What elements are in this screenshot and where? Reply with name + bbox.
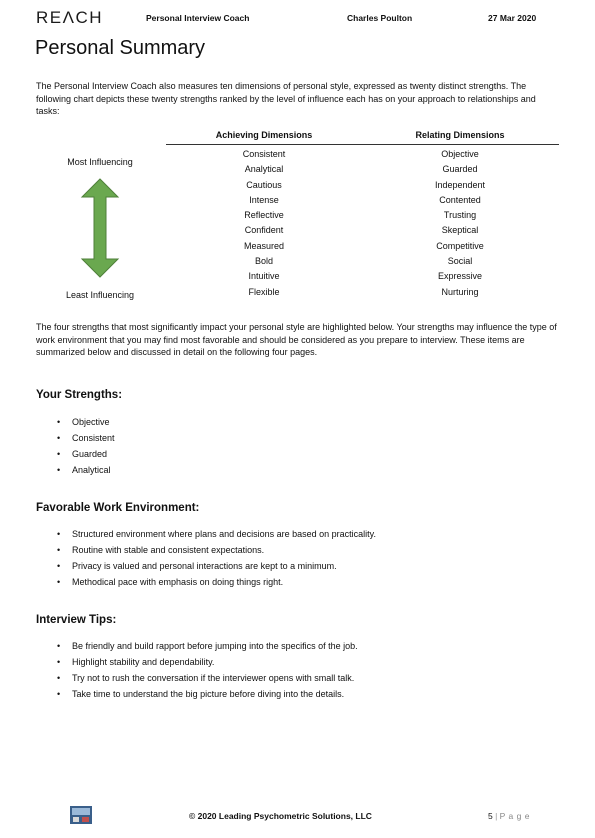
footer-page [488,811,530,821]
report-name: Personal Interview Coach [146,13,250,23]
bullet-icon: • [57,689,61,699]
list-item-text: Guarded [72,449,108,459]
list-item-text: Try not to rush the conversation if the interviewer opens with small talk. [72,673,355,683]
achieving-item: Consistent [242,149,286,159]
list-item-text: Take time to understand the big picture before diving into the details. [72,689,345,699]
list-item [36,526,376,542]
summary-paragraph: The four strengths that most significantly impact your personal style are highlighted below. Your strengths may influence the type of work environment that you may find most favorable and should be considered as you prepare to interview. These items are summarized below and discussed in detail on the following four pages. [36,322,557,357]
bullet-icon: • [57,545,61,555]
logo: REΛCH [36,8,104,27]
page-number: 5 [488,811,493,821]
environment-list [36,526,376,590]
bullet-icon: • [57,673,61,683]
bullet-icon: • [57,465,61,475]
bullet-icon: • [57,449,61,459]
list-item-text: Routine with stable and consistent expectations. [72,545,265,555]
tips-list [36,638,358,702]
footer-copyright: © 2020 Leading Psychometric Solutions, LLC [189,811,372,821]
achieving-item: Intense [249,194,279,205]
achieving-item: Bold [254,256,273,267]
footer-logo-icon [70,805,92,825]
relating-item: Skeptical [441,225,479,236]
list-item [36,462,115,478]
bullet-icon: • [57,433,61,443]
list-item-text: Privacy is valued and personal interactions are kept to a minimum. [72,561,337,571]
achieving-item: Cautious [246,179,282,190]
achieving-list [166,147,362,300]
list-item [36,686,358,702]
list-item [36,446,115,462]
list-item [36,574,376,590]
double-arrow-icon [80,178,120,278]
list-item-text: Be friendly and build rapport before jumping into the specifics of the job. [72,641,358,651]
list-item [36,414,115,430]
list-item [36,654,358,670]
bullet-icon: • [57,561,61,571]
achieving-item: Flexible [248,286,280,297]
report-date: 27 Mar 2020 [488,13,537,23]
list-item-text: Methodical pace with emphasis on doing things right. [72,577,284,587]
most-influencing-label: Most Influencing [67,157,133,167]
bullet-icon: • [57,657,61,667]
intro-paragraph: The Personal Interview Coach also measures ten dimensions of personal style, expressed as twenty distinct strengths. The following chart depicts these twenty strengths ranked by the level of influence each has on your approach to relationships and tasks: [36,81,536,116]
page-title: Personal Summary [35,37,206,59]
list-item-text: Objective [72,417,110,427]
relating-header: Relating Dimensions [415,130,505,140]
list-item-text: Structured environment where plans and decisions are based on practicality. [72,529,377,539]
least-influencing-label: Least Influencing [65,290,135,300]
achieving-item: Reflective [244,210,284,221]
achieving-item: Confident [244,225,284,236]
achieving-item: Measured [243,240,285,251]
list-item [36,670,358,686]
person-name: Charles Poulton [347,13,413,23]
achieving-item: Intuitive [248,271,280,282]
relating-item: Trusting [443,210,477,221]
page-word: P a g e [499,811,530,821]
relating-item: Contented [439,194,481,205]
bullet-icon: • [57,641,61,651]
list-item [36,542,376,558]
bullet-icon: • [57,529,61,539]
relating-item: Social [447,256,473,267]
list-item-text: Highlight stability and dependability. [72,657,215,667]
strengths-list [36,414,115,478]
list-item-text: Analytical [72,465,111,475]
bullet-icon: • [57,577,61,587]
page-separator: | [492,811,500,821]
list-item [36,558,376,574]
list-item [36,430,115,446]
list-item [36,638,358,654]
relating-list [362,147,558,300]
environment-heading: Favorable Work Environment: [36,502,200,514]
list-item-text: Consistent [72,433,115,443]
header-rule [166,144,559,145]
bullet-icon: • [57,417,61,427]
relating-item: Guarded [442,164,478,175]
achieving-item: Analytical [244,164,284,175]
arrow-shape [82,179,118,277]
relating-item: Competitive [436,240,484,251]
relating-item: Objective [441,149,479,159]
tips-heading: Interview Tips: [36,614,117,626]
achieving-header: Achieving Dimensions [215,130,313,140]
strengths-heading: Your Strengths: [36,389,123,401]
relating-item: Nurturing [441,286,479,297]
relating-item: Independent [434,179,486,190]
relating-item: Expressive [437,271,482,282]
